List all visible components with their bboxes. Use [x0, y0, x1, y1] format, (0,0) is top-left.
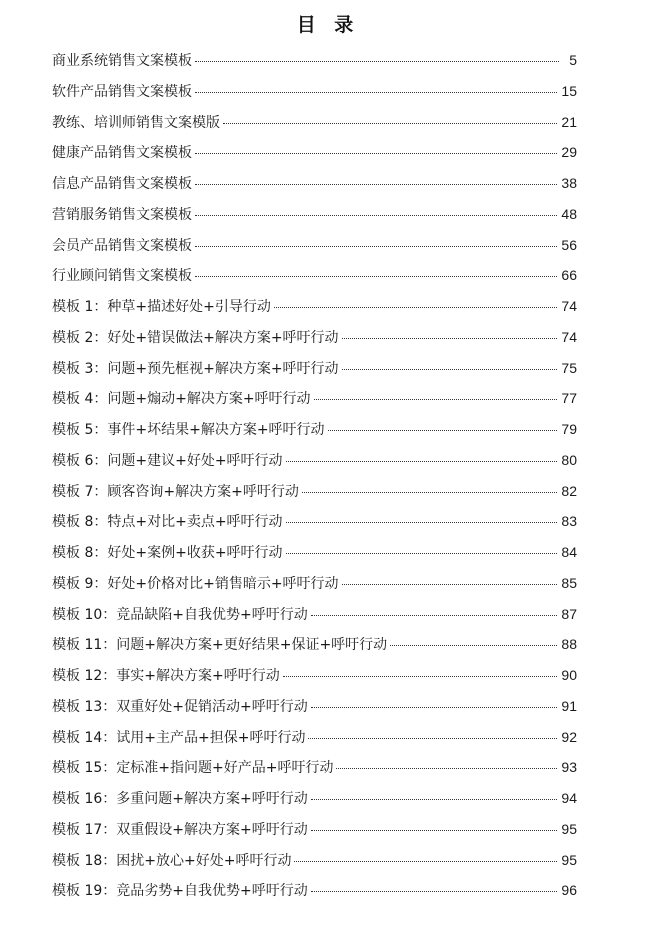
toc-entry-label: 模板 15：定标准+指问题+好产品+呼吁行动 — [52, 760, 334, 777]
toc-entry-page-number: 66 — [561, 267, 577, 284]
toc-entry-page-number: 88 — [561, 636, 577, 653]
toc-entry-page-number: 29 — [561, 144, 577, 161]
toc-entry-page-number: 95 — [561, 851, 577, 868]
toc-dot-leader — [195, 215, 557, 216]
toc-dot-leader — [336, 768, 557, 769]
toc-entry[interactable] — [52, 168, 577, 199]
toc-entry[interactable] — [52, 45, 577, 76]
toc-entry[interactable] — [52, 414, 577, 445]
toc-dot-leader — [294, 861, 557, 862]
toc-entry-label: 健康产品销售文案模板 — [52, 145, 192, 162]
toc-entry-page-number: 83 — [561, 513, 577, 530]
toc-entry-page-number: 15 — [561, 82, 577, 99]
toc-entry-label: 商业系统销售文案模板 — [52, 53, 192, 69]
toc-entry-label: 教练、培训师销售文案模版 — [52, 114, 220, 131]
toc-entry-label: 模板 11：问题+解决方案+更好结果+保证+呼吁行动 — [52, 637, 388, 654]
toc-entry[interactable] — [52, 752, 577, 783]
toc-dot-leader — [195, 153, 557, 154]
toc-entry[interactable] — [52, 199, 577, 230]
toc-entry-label: 模板 1：种草+描述好处+引导行动 — [52, 299, 271, 315]
toc-entry-label: 模板 12：事实+解决方案+呼吁行动 — [52, 668, 280, 684]
toc-entry-label: 行业顾问销售文案模板 — [52, 268, 192, 285]
toc-entry[interactable] — [52, 814, 577, 845]
toc-entry-label: 模板 16：多重问题+解决方案+呼吁行动 — [52, 791, 308, 807]
toc-dot-leader — [308, 738, 557, 739]
toc-entry[interactable] — [52, 537, 577, 568]
toc-entry-page-number: 85 — [561, 574, 577, 591]
toc-entry-page-number: 87 — [561, 605, 577, 622]
toc-dot-leader — [274, 307, 558, 308]
toc-entry-label: 模板 4：问题+煽动+解决方案+呼吁行动 — [52, 391, 311, 408]
toc-entry-label: 模板 19：竞品劣势+自我优势+呼吁行动 — [52, 883, 308, 900]
toc-dot-leader — [283, 676, 558, 677]
toc-entry[interactable] — [52, 260, 577, 291]
toc-entry-page-number: 77 — [561, 390, 577, 407]
toc-entry-page-number: 94 — [561, 790, 577, 806]
toc-entry-label: 模板 10：竞品缺陷+自我优势+呼吁行动 — [52, 606, 308, 623]
toc-list — [52, 45, 577, 906]
toc-entry-page-number: 93 — [561, 759, 577, 776]
toc-dot-leader — [195, 92, 557, 93]
toc-entry-page-number: 96 — [561, 882, 577, 899]
toc-entry[interactable] — [52, 353, 577, 384]
toc-entry-label: 模板 8：好处+案例+收获+呼吁行动 — [52, 545, 283, 561]
toc-entry[interactable] — [52, 691, 577, 722]
toc-entry-page-number: 91 — [561, 697, 577, 714]
toc-entry-label: 模板 5：事件+坏结果+解决方案+呼吁行动 — [52, 422, 325, 438]
toc-entry-page-number: 90 — [561, 667, 577, 683]
toc-entry-page-number: 84 — [561, 544, 577, 560]
toc-entry[interactable] — [52, 660, 577, 691]
toc-entry-label: 模板 3：问题+预先框视+解决方案+呼吁行动 — [52, 360, 339, 377]
toc-dot-leader — [311, 891, 558, 892]
toc-entry[interactable] — [52, 568, 577, 599]
toc-entry-page-number: 95 — [561, 820, 577, 837]
toc-entry[interactable] — [52, 291, 577, 322]
toc-entry-label: 模板 13：双重好处+促销活动+呼吁行动 — [52, 698, 308, 715]
toc-entry-label: 模板 9：好处+价格对比+销售暗示+呼吁行动 — [52, 575, 339, 592]
toc-entry-page-number: 80 — [561, 451, 577, 468]
toc-dot-leader — [342, 338, 558, 339]
toc-entry-label: 模板 17：双重假设+解决方案+呼吁行动 — [52, 821, 308, 838]
toc-dot-leader — [311, 707, 558, 708]
toc-entry-page-number: 48 — [561, 205, 577, 222]
toc-title: 目 录 — [296, 14, 360, 36]
toc-dot-leader — [195, 61, 559, 62]
toc-entry[interactable] — [52, 445, 577, 476]
toc-dot-leader — [195, 276, 557, 277]
toc-dot-leader — [195, 184, 557, 185]
toc-entry-label: 信息产品销售文案模板 — [52, 176, 192, 192]
toc-entry-label: 模板 18：困扰+放心+好处+呼吁行动 — [52, 852, 292, 869]
toc-entry[interactable] — [52, 599, 577, 630]
toc-dot-leader — [286, 553, 558, 554]
toc-dot-leader — [311, 830, 558, 831]
toc-entry-label: 营销服务销售文案模板 — [52, 206, 192, 223]
toc-entry-page-number: 75 — [561, 359, 577, 376]
toc-entry-page-number: 82 — [561, 482, 577, 499]
toc-entry-label: 模板 7：顾客咨询+解决方案+呼吁行动 — [52, 483, 299, 500]
toc-entry-label: 模板 8：特点+对比+卖点+呼吁行动 — [52, 514, 283, 531]
toc-entry-page-number: 21 — [561, 113, 577, 130]
toc-entry-label: 模板 2：好处+错误做法+解决方案+呼吁行动 — [52, 329, 339, 346]
toc-entry[interactable] — [52, 322, 577, 353]
toc-dot-leader — [286, 522, 558, 523]
toc-entry-label: 模板 14：试用+主产品+担保+呼吁行动 — [52, 729, 306, 746]
toc-dot-leader — [390, 645, 557, 646]
toc-entry[interactable] — [52, 230, 577, 261]
toc-dot-leader — [286, 461, 558, 462]
toc-entry[interactable] — [52, 722, 577, 753]
toc-dot-leader — [195, 246, 557, 247]
toc-entry-page-number: 92 — [561, 728, 577, 745]
toc-entry-label: 会员产品销售文案模板 — [52, 237, 192, 254]
toc-dot-leader — [302, 492, 558, 493]
toc-entry[interactable] — [52, 76, 577, 107]
toc-entry-page-number: 79 — [561, 421, 577, 437]
toc-dot-leader — [342, 584, 558, 585]
toc-dot-leader — [311, 615, 558, 616]
toc-entry-page-number: 56 — [561, 236, 577, 253]
toc-entry[interactable] — [52, 107, 577, 138]
toc-entry[interactable] — [52, 383, 577, 414]
toc-entry-page-number: 74 — [561, 298, 577, 314]
toc-entry[interactable] — [52, 476, 577, 507]
toc-entry-label: 软件产品销售文案模板 — [52, 83, 192, 100]
toc-dot-leader — [328, 430, 558, 431]
toc-entry[interactable] — [52, 506, 577, 537]
toc-entry[interactable] — [52, 137, 577, 168]
toc-dot-leader — [311, 799, 558, 800]
toc-entry[interactable] — [52, 875, 577, 906]
toc-entry-page-number: 74 — [561, 328, 577, 345]
toc-entry-label: 模板 6：问题+建议+好处+呼吁行动 — [52, 452, 283, 469]
toc-entry-page-number: 38 — [561, 175, 577, 191]
toc-entry[interactable] — [52, 845, 577, 876]
toc-entry-page-number: 5 — [569, 52, 577, 68]
toc-entry[interactable] — [52, 783, 577, 814]
toc-dot-leader — [314, 399, 558, 400]
toc-entry[interactable] — [52, 629, 577, 660]
toc-dot-leader — [342, 369, 558, 370]
toc-dot-leader — [223, 123, 557, 124]
